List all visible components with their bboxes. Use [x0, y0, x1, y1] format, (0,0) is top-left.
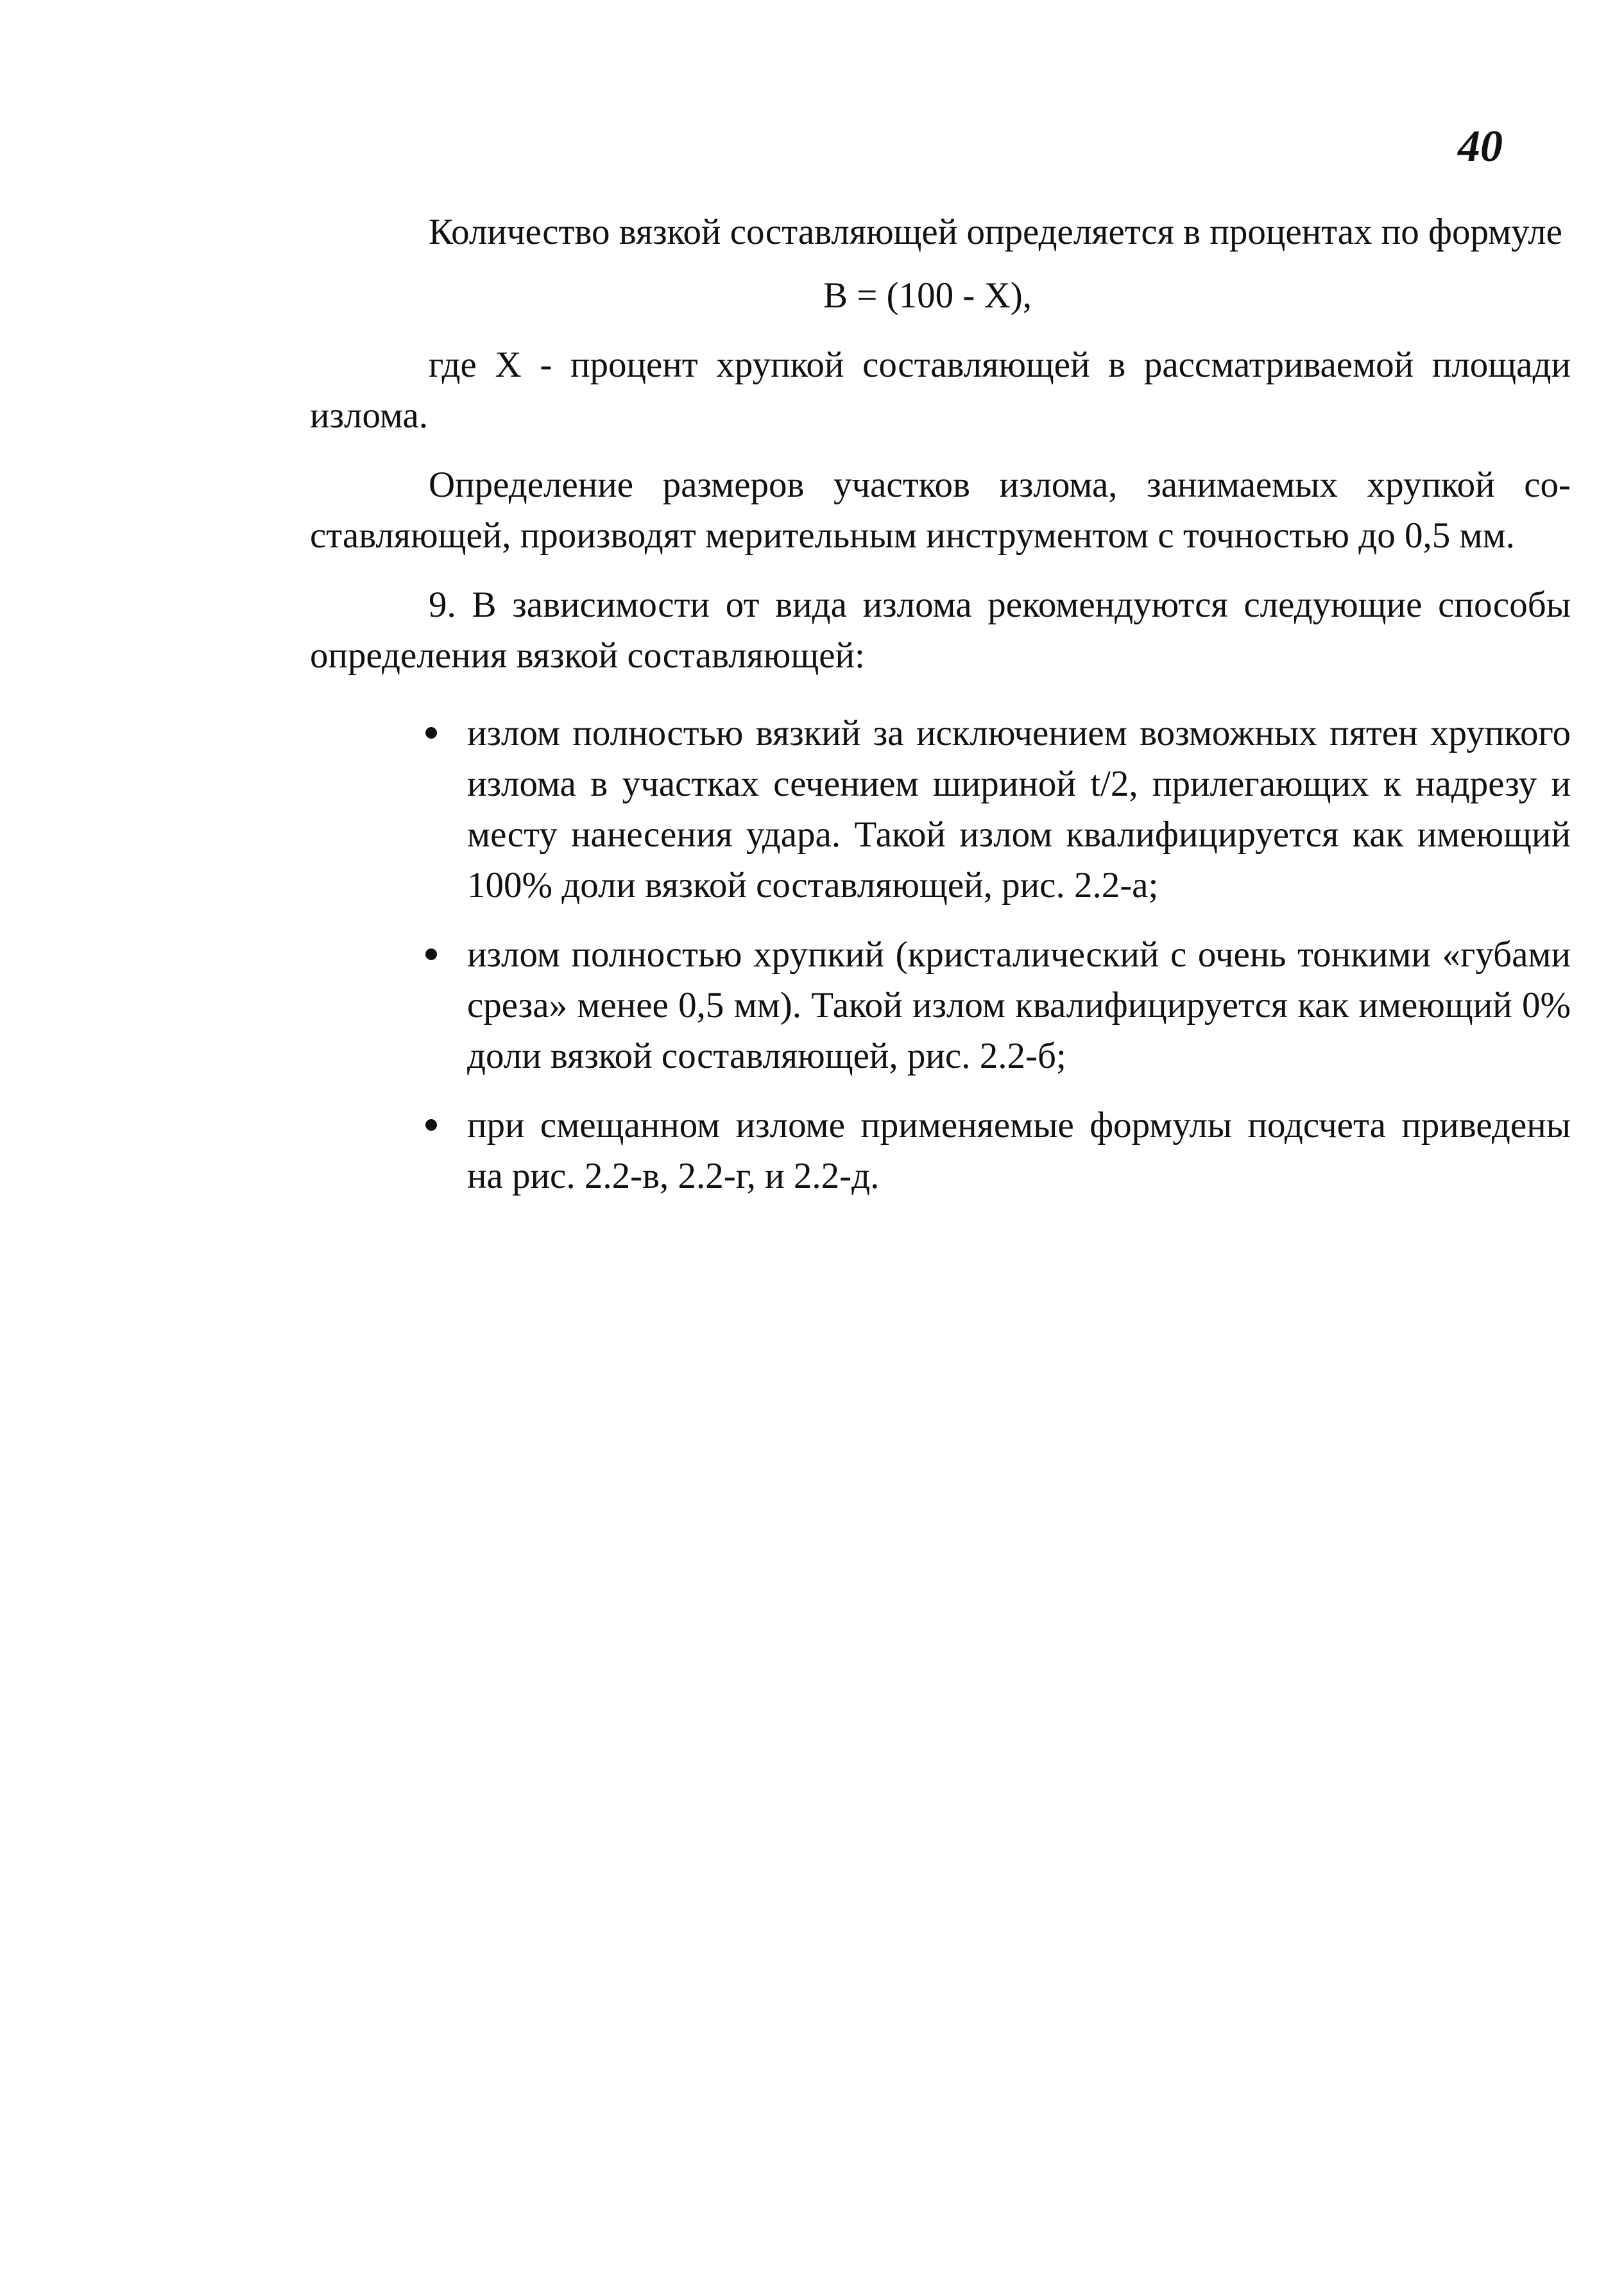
page-content — [310, 207, 1571, 1220]
bullet-icon — [425, 1119, 437, 1131]
paragraph-item-9: 9. В зависимости от вида излома рекомендуются следующие способы определения вязкой составляющей: — [310, 585, 1571, 676]
paragraph-formula-explanation: где X - процент хрупкой составляющей в рассматриваемой площади излома. — [310, 345, 1571, 436]
list-item-text: излом полностью хрупкий (кристалический с очень тонкими «губами среза» менее 0,5 мм). Такой излом квалифицируется как имеющий 0% доли вязкой составляющей, рис. 2.2-б; — [467, 934, 1571, 1076]
paragraph-measurement: Определение размеров участков излома, занимаемых хрупкой составляющей, производят мерительным инструментом с точностью до 0,5 мм. — [310, 465, 1571, 556]
page-number: 40 — [1458, 122, 1503, 171]
bullet-icon — [425, 727, 437, 739]
paragraph-viscous-component-intro: Количество вязкой составляющей определяется в процентах по формуле — [429, 212, 1562, 252]
bullet-icon — [425, 948, 437, 960]
list-item — [310, 708, 1571, 911]
list-item — [310, 929, 1571, 1081]
fracture-types-list — [310, 708, 1571, 1201]
list-item-text: при смещанном изломе применяемые формулы подсчета приведены на рис. 2.2-в, 2.2-г, и 2.2-д. — [467, 1105, 1571, 1196]
list-item-text: излом полностью вязкий за исключением возможных пятен хрупкого излома в участках сечением шириной t/2, прилегающих к надрезу и месту нанесения удара. Такой излом квалифицируется как имеющий 100% доли вязкой составляющей, рис. 2.2-а; — [467, 713, 1571, 905]
formula: B = (100 - X), — [823, 275, 1032, 316]
list-item — [310, 1100, 1571, 1201]
